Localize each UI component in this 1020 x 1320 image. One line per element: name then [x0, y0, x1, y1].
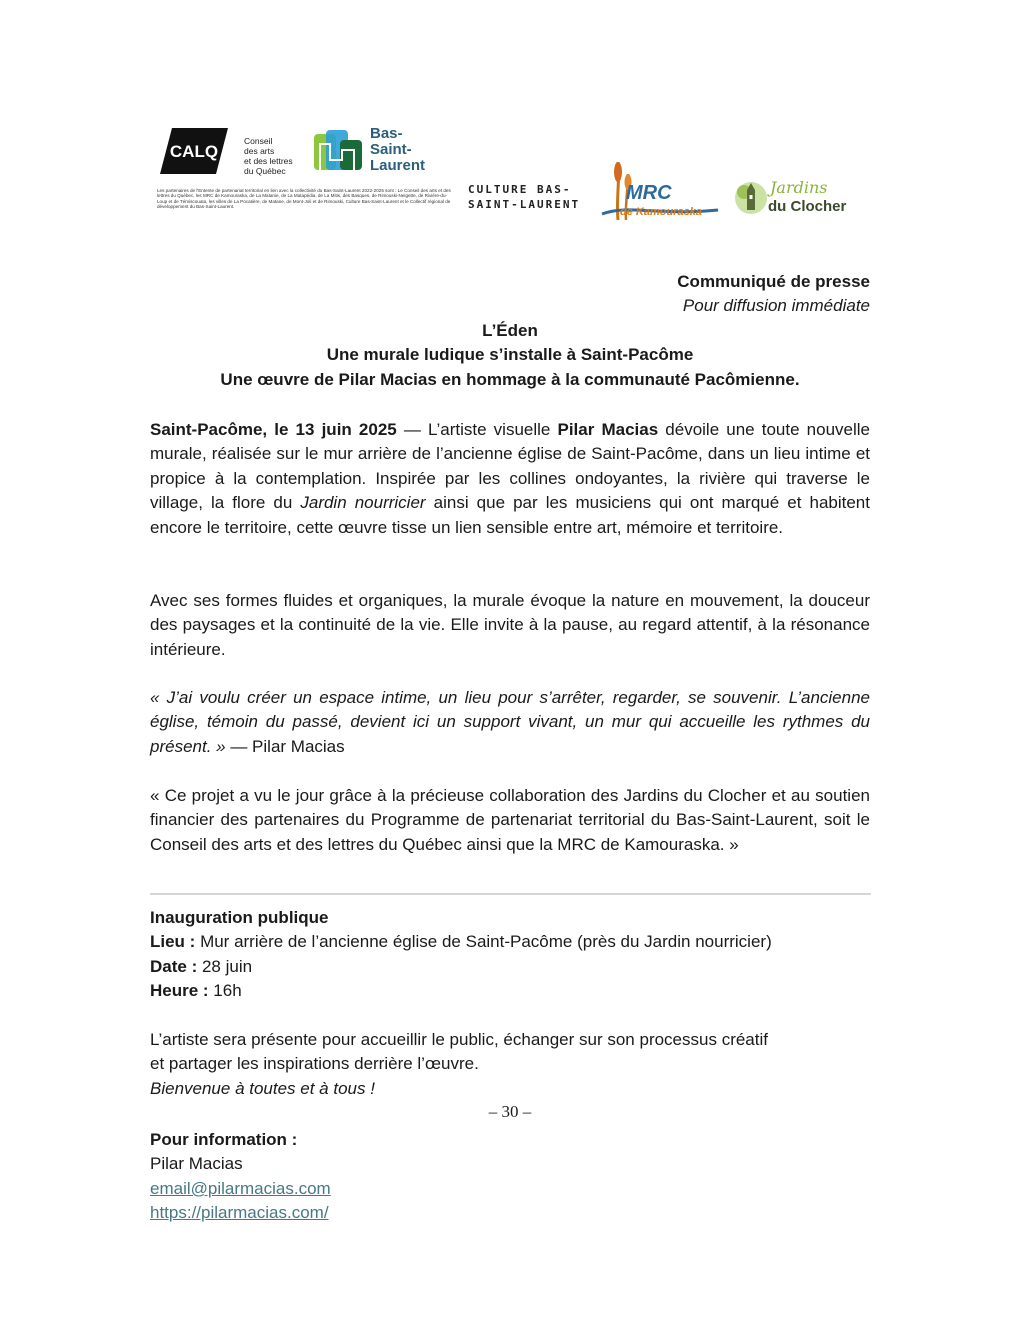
- contact-email-row: [150, 1177, 331, 1201]
- artist-presence-line1: L’artiste sera présente pour accueillir le public, échanger sur son processus créatif: [150, 1030, 768, 1049]
- event-heading: Inauguration publique: [150, 908, 329, 927]
- calq-logo: [158, 126, 230, 176]
- event-time: Heure : 16h: [150, 981, 242, 1000]
- bas-saint-laurent-name: Bas- Saint- Laurent: [370, 125, 426, 174]
- title-eden: L’Éden: [482, 321, 538, 340]
- diffusion-label: Pour diffusion immédiate: [682, 296, 870, 315]
- contact-website-link[interactable]: https://pilarmacias.com/: [150, 1203, 329, 1222]
- jardins-du-clocher-icon: [734, 180, 768, 216]
- subtitle-mural: Une murale ludique s’installe à Saint-Pacôme: [326, 345, 694, 364]
- jardins-script: Jardins: [770, 178, 828, 197]
- calq-name: Conseil des arts et des lettres du Québec: [244, 136, 293, 176]
- contact-email-link[interactable]: email@pilarmacias.com: [150, 1179, 331, 1198]
- event-location: Lieu : Mur arrière de l’ancienne église de Saint-Pacôme (près du Jardin nourricier): [150, 932, 772, 951]
- jardins-name: du Clocher: [768, 198, 847, 215]
- acknowledgements-paragraph: « Ce projet a vu le jour grâce à la précieuse collaboration des Jardins du Clocher et au soutien financier des partenaires du Programme de partenariat territorial du Bas-Saint-Laurent, soit le Conseil des arts et des lettres du Québec ainsi que la MRC de Kamouraska. »: [150, 786, 870, 854]
- bas-saint-laurent-logo: [310, 126, 370, 176]
- description-paragraph: Avec ses formes fluides et organiques, la murale évoque la nature en mouvement, la douceur des paysages et la continuité de la vie. Elle invite à la pause, au regard attentif, à la résonance intérieure.: [150, 591, 870, 659]
- artist-presence-line2: et partager les inspirations derrière l’œuvre.: [150, 1054, 479, 1073]
- artist-quote: « J’ai voulu créer un espace intime, un lieu pour s’arrêter, regarder, se souvenir. L’ancienne église, témoin du passé, devient ici un support vivant, un mur qui accueille les rythmes du présent. » — Pilar Macias: [150, 688, 870, 756]
- welcome-line: Bienvenue à toutes et à tous !: [150, 1079, 375, 1098]
- partner-logos: [150, 120, 880, 230]
- contact-name: Pilar Macias: [150, 1154, 243, 1173]
- press-release-label: Communiqué de presse: [677, 272, 870, 291]
- calq-logo-label: CALQ: [169, 142, 219, 161]
- mrc-name: MRC: [626, 182, 672, 204]
- end-mark: – 30 –: [488, 1102, 532, 1121]
- event-date: Date : 28 juin: [150, 957, 253, 976]
- intro-paragraph: Saint-Pacôme, le 13 juin 2025 — L’artiste visuelle Pilar Macias dévoile une toute nouvelle murale, réalisée sur le mur arrière de l’ancienne église de Saint-Pacôme, dans un lieu intime et propice à la contemplation. Inspirée par les collines ondoyantes, la rivière qui traverse le village, la flore du Jardin nourricier ainsi que par les musiciens qui ont marqué et habitent encore le territoire, cette œuvre tisse un lien sensible entre art, mémoire et territoire.: [150, 420, 871, 537]
- culture-bsl-logo: CULTURE BAS- SAINT-LAURENT: [468, 183, 581, 211]
- mrc-subtitle: de Kamouraska: [620, 206, 702, 218]
- contact-website-row: [150, 1201, 329, 1225]
- contact-heading: Pour information :: [150, 1130, 298, 1149]
- subtitle-tribute: Une œuvre de Pilar Macias en hommage à la communauté Pacômienne.: [220, 370, 800, 389]
- divider: [150, 893, 871, 895]
- partners-notice: Les partenaires de l'Entente de partenariat territorial en lien avec la collectivité du Bas-Saint-Laurent 2022-2025 sont : Le Conseil des arts et des lettres du Québec, les MRC de Kamouraska, de La Matanie, de La Matapédia, de La Mitis, des Basques, de Rimouski-Neigette, de Rivière-du-Loup et de Témiscouata, les villes de La Pocatière, de Matane, de Mont-Joli et de Rimouski, Culture Bas-Saint-Laurent et le Collectif régional de développement du Bas-Saint-Laurent.: [157, 188, 451, 209]
